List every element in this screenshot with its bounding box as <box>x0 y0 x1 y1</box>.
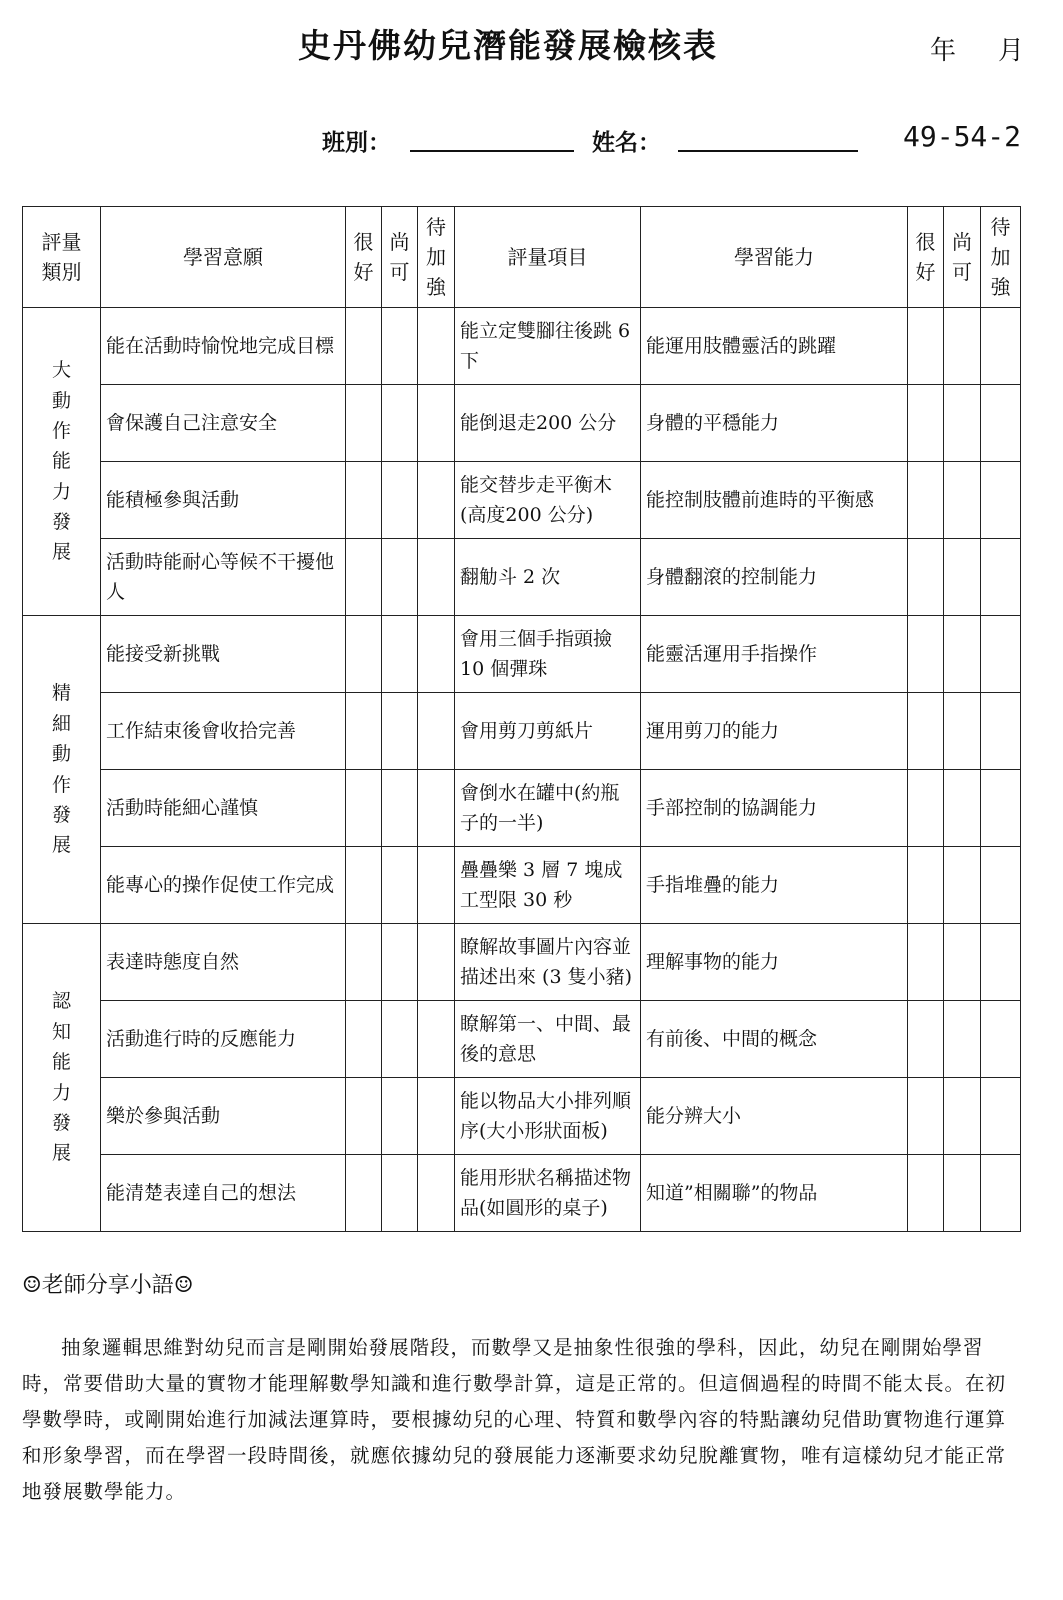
checkbox-very-good[interactable] <box>346 693 382 770</box>
item-cell: 瞭解第一、中間、最後的意思 <box>455 1001 641 1078</box>
form-code: 49-54-2 <box>903 120 1022 153</box>
checkbox-very-good[interactable] <box>346 847 382 924</box>
name-field[interactable] <box>678 150 858 152</box>
willingness-cell: 活動時能細心謹慎 <box>101 770 346 847</box>
col-ability: 學習能力 <box>641 207 908 308</box>
year-label: 年 <box>930 36 957 66</box>
checkbox-very-good[interactable] <box>908 1155 944 1232</box>
checkbox-needs-work[interactable] <box>981 385 1021 462</box>
willingness-cell: 能清楚表達自己的想法 <box>101 1155 346 1232</box>
checkbox-needs-work[interactable] <box>418 616 455 693</box>
checkbox-ok[interactable] <box>944 693 981 770</box>
ability-cell: 手指堆疊的能力 <box>641 847 908 924</box>
checkbox-ok[interactable] <box>382 616 418 693</box>
checkbox-needs-work[interactable] <box>418 1078 455 1155</box>
checkbox-ok[interactable] <box>382 308 418 385</box>
checkbox-needs-work[interactable] <box>981 924 1021 1001</box>
willingness-cell: 能積極參與活動 <box>101 462 346 539</box>
table-row <box>23 462 1021 539</box>
willingness-cell: 樂於參與活動 <box>101 1078 346 1155</box>
checkbox-very-good[interactable] <box>346 1078 382 1155</box>
checkbox-ok[interactable] <box>944 1001 981 1078</box>
col-category: 評量類別 <box>23 207 101 308</box>
checkbox-needs-work[interactable] <box>981 539 1021 616</box>
checkbox-very-good[interactable] <box>908 1001 944 1078</box>
ability-cell: 理解事物的能力 <box>641 924 908 1001</box>
ability-cell: 身體翻滾的控制能力 <box>641 539 908 616</box>
item-cell: 能用形狀名稱描述物品(如圓形的桌子) <box>455 1155 641 1232</box>
willingness-cell: 能在活動時愉悅地完成目標 <box>101 308 346 385</box>
checkbox-ok[interactable] <box>382 924 418 1001</box>
checkbox-needs-work[interactable] <box>418 1155 455 1232</box>
checkbox-ok[interactable] <box>382 385 418 462</box>
table-row <box>23 308 1021 385</box>
checkbox-very-good[interactable] <box>908 539 944 616</box>
checkbox-needs-work[interactable] <box>418 308 455 385</box>
checkbox-very-good[interactable] <box>346 1155 382 1232</box>
item-cell: 疊疊樂 3 層 7 塊成工型限 30 秒 <box>455 847 641 924</box>
ability-cell: 身體的平穩能力 <box>641 385 908 462</box>
col-needs-work-2: 待加強 <box>981 207 1021 308</box>
table-row <box>23 1078 1021 1155</box>
checkbox-very-good[interactable] <box>908 462 944 539</box>
item-cell: 能以物品大小排列順序(大小形狀面板) <box>455 1078 641 1155</box>
checkbox-very-good[interactable] <box>346 770 382 847</box>
checkbox-very-good[interactable] <box>908 616 944 693</box>
col-very-good-2: 很好 <box>908 207 944 308</box>
willingness-cell: 表達時態度自然 <box>101 924 346 1001</box>
table-row <box>23 693 1021 770</box>
item-cell: 瞭解故事圖片內容並描述出來 (3 隻小豬) <box>455 924 641 1001</box>
col-ok-2: 尚可 <box>944 207 981 308</box>
checkbox-needs-work[interactable] <box>981 308 1021 385</box>
ability-cell: 能控制肢體前進時的平衡感 <box>641 462 908 539</box>
checkbox-needs-work[interactable] <box>981 847 1021 924</box>
col-very-good-1: 很好 <box>346 207 382 308</box>
checkbox-ok[interactable] <box>944 1155 981 1232</box>
checkbox-ok[interactable] <box>944 770 981 847</box>
category-cell: 大動作能力發展 <box>23 308 101 616</box>
checkbox-ok[interactable] <box>382 847 418 924</box>
checkbox-ok[interactable] <box>944 385 981 462</box>
item-cell: 能立定雙腳往後跳 6 下 <box>455 308 641 385</box>
checkbox-needs-work[interactable] <box>981 1155 1021 1232</box>
checkbox-ok[interactable] <box>944 847 981 924</box>
checkbox-needs-work[interactable] <box>981 770 1021 847</box>
item-cell: 會倒水在罐中(約瓶子的一半) <box>455 770 641 847</box>
checkbox-ok[interactable] <box>944 308 981 385</box>
checkbox-ok[interactable] <box>944 462 981 539</box>
checkbox-ok[interactable] <box>382 693 418 770</box>
checkbox-ok[interactable] <box>944 539 981 616</box>
table-row <box>23 539 1021 616</box>
checkbox-ok[interactable] <box>382 1078 418 1155</box>
class-label: 班別： <box>322 129 391 156</box>
checkbox-very-good[interactable] <box>346 1001 382 1078</box>
checkbox-very-good[interactable] <box>908 308 944 385</box>
ability-cell: 運用剪刀的能力 <box>641 693 908 770</box>
checkbox-needs-work[interactable] <box>418 693 455 770</box>
col-needs-work-1: 待加強 <box>418 207 455 308</box>
willingness-cell: 能接受新挑戰 <box>101 616 346 693</box>
checkbox-needs-work[interactable] <box>418 847 455 924</box>
checkbox-needs-work[interactable] <box>981 616 1021 693</box>
table-header-row <box>23 207 1021 308</box>
checkbox-very-good[interactable] <box>346 924 382 1001</box>
checkbox-needs-work[interactable] <box>418 385 455 462</box>
checkbox-very-good[interactable] <box>346 616 382 693</box>
class-field[interactable] <box>410 150 574 152</box>
col-item: 評量項目 <box>455 207 641 308</box>
willingness-cell: 能專心的操作促使工作完成 <box>101 847 346 924</box>
checkbox-very-good[interactable] <box>346 462 382 539</box>
checkbox-ok[interactable] <box>944 924 981 1001</box>
item-cell: 能交替步走平衡木(高度200 公分) <box>455 462 641 539</box>
category-cell: 認知能力發展 <box>23 924 101 1232</box>
checkbox-ok[interactable] <box>944 616 981 693</box>
ability-cell: 手部控制的協調能力 <box>641 770 908 847</box>
checkbox-needs-work[interactable] <box>418 539 455 616</box>
willingness-cell: 活動進行時的反應能力 <box>101 1001 346 1078</box>
checkbox-very-good[interactable] <box>908 1078 944 1155</box>
checkbox-ok[interactable] <box>944 1078 981 1155</box>
item-cell: 會用剪刀剪紙片 <box>455 693 641 770</box>
col-willingness: 學習意願 <box>101 207 346 308</box>
willingness-cell: 工作結束後會收拾完善 <box>101 693 346 770</box>
checkbox-needs-work[interactable] <box>981 693 1021 770</box>
name-label: 姓名： <box>592 129 661 156</box>
checkbox-very-good[interactable] <box>908 924 944 1001</box>
table-row <box>23 385 1021 462</box>
table-row <box>23 1001 1021 1078</box>
ability-cell: 能靈活運用手指操作 <box>641 616 908 693</box>
item-cell: 翻觔斗 2 次 <box>455 539 641 616</box>
table-row <box>23 847 1021 924</box>
table-row <box>23 770 1021 847</box>
ability-cell: 知道”相關聯”的物品 <box>641 1155 908 1232</box>
checklist-table <box>22 206 1021 1232</box>
sharing-title: ☺老師分享小語☺ <box>22 1273 194 1298</box>
checkbox-ok[interactable] <box>382 1001 418 1078</box>
ability-cell: 能運用肢體靈活的跳躍 <box>641 308 908 385</box>
checkbox-very-good[interactable] <box>908 385 944 462</box>
checkbox-very-good[interactable] <box>908 770 944 847</box>
item-cell: 能倒退走200 公分 <box>455 385 641 462</box>
checkbox-very-good[interactable] <box>908 847 944 924</box>
checkbox-needs-work[interactable] <box>418 1001 455 1078</box>
checkbox-needs-work[interactable] <box>981 462 1021 539</box>
willingness-cell: 活動時能耐心等候不干擾他人 <box>101 539 346 616</box>
checkbox-very-good[interactable] <box>346 308 382 385</box>
checkbox-ok[interactable] <box>382 462 418 539</box>
checkbox-needs-work[interactable] <box>418 924 455 1001</box>
table-row <box>23 1155 1021 1232</box>
col-ok-1: 尚可 <box>382 207 418 308</box>
checkbox-very-good[interactable] <box>908 693 944 770</box>
ability-cell: 能分辨大小 <box>641 1078 908 1155</box>
item-cell: 會用三個手指頭撿 10 個彈珠 <box>455 616 641 693</box>
checkbox-needs-work[interactable] <box>418 462 455 539</box>
checkbox-very-good[interactable] <box>346 539 382 616</box>
sharing-paragraph: 抽象邏輯思維對幼兒而言是剛開始發展階段，而數學又是抽象性很強的學科，因此，幼兒在剛開始學習時，常要借助大量的實物才能理解數學知識和進行數學計算，這是正常的。但這個過程的時間不能太長。在初學數學時，或剛開始進行加減法運算時，要根據幼兒的心理、特質和數學內容的特點讓幼兒借助實物進行運算和形象學習，而在學習一段時間後，就應依據幼兒的發展能力逐漸要求幼兒脫離實物，唯有這樣幼兒才能正常地發展數學能力。 <box>22 1336 1007 1503</box>
checkbox-needs-work[interactable] <box>981 1078 1021 1155</box>
checkbox-ok[interactable] <box>382 770 418 847</box>
month-label: 月 <box>998 36 1025 66</box>
checkbox-needs-work[interactable] <box>418 770 455 847</box>
checkbox-ok[interactable] <box>382 1155 418 1232</box>
checkbox-ok[interactable] <box>382 539 418 616</box>
willingness-cell: 會保護自己注意安全 <box>101 385 346 462</box>
ability-cell: 有前後、中間的概念 <box>641 1001 908 1078</box>
checkbox-very-good[interactable] <box>346 385 382 462</box>
table-row <box>23 616 1021 693</box>
table-row <box>23 924 1021 1001</box>
category-cell: 精細動作發展 <box>23 616 101 924</box>
checkbox-needs-work[interactable] <box>981 1001 1021 1078</box>
page-title: 史丹佛幼兒潛能發展檢核表 <box>298 26 718 65</box>
